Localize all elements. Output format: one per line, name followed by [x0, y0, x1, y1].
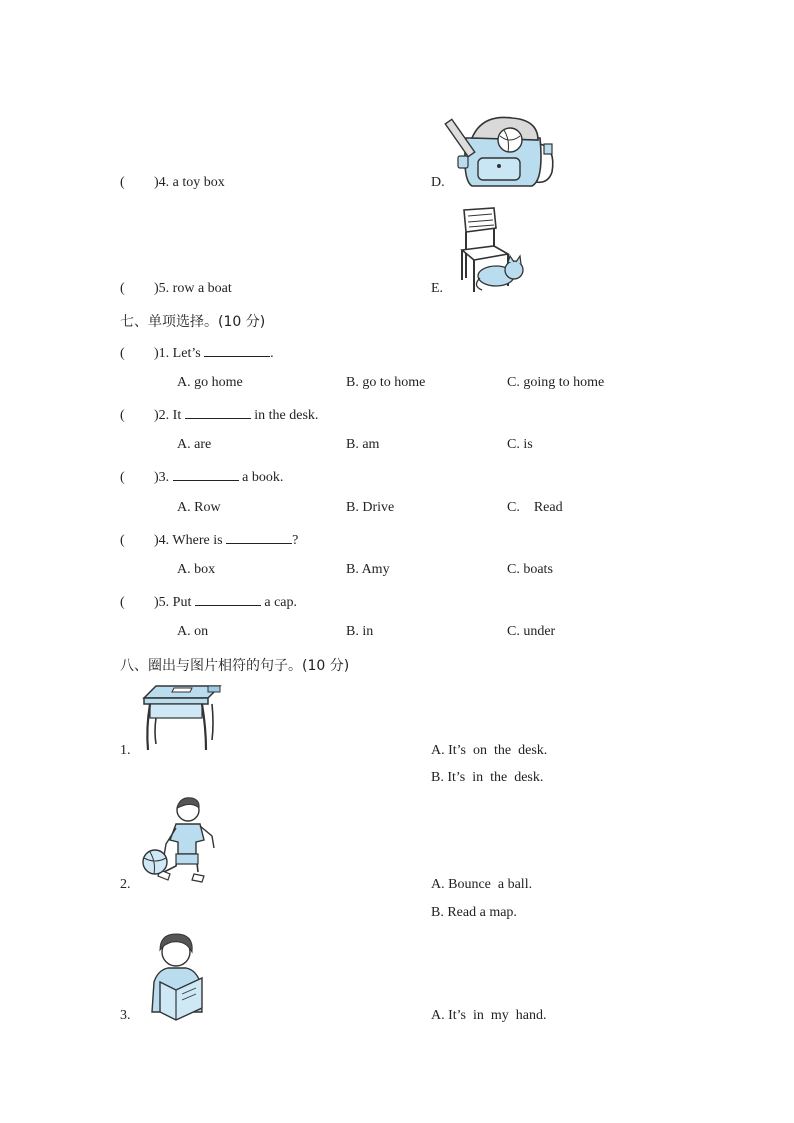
question-text-after: ?: [292, 533, 299, 548]
question-number: )5.: [154, 595, 170, 610]
option-c[interactable]: C. going to home: [507, 375, 605, 390]
question-2: [120, 406, 318, 424]
option-a[interactable]: A. Row: [177, 500, 221, 515]
fill-in-blank[interactable]: [204, 344, 270, 357]
item-number: 3.: [120, 1008, 131, 1023]
question-4: [120, 531, 298, 549]
item-number: 1.: [120, 743, 131, 758]
match-letter-e: E.: [431, 281, 444, 296]
question-number: )1.: [154, 346, 170, 361]
desk-with-book-icon: [142, 684, 222, 752]
match-item-4: [120, 175, 225, 191]
option-b[interactable]: B. in: [346, 624, 374, 639]
option-a[interactable]: A. Bounce a ball.: [431, 877, 533, 892]
answer-bracket[interactable]: (: [120, 175, 125, 190]
question-text-after: .: [270, 346, 274, 361]
item-number: )5.: [154, 281, 170, 296]
section-title: 七、单项选择。(10 分): [120, 314, 266, 330]
option-a[interactable]: A. are: [177, 437, 212, 452]
option-c[interactable]: C. Read: [507, 500, 563, 515]
option-c[interactable]: C. is: [507, 437, 533, 452]
fill-in-blank[interactable]: [185, 406, 251, 419]
option-a[interactable]: A. on: [177, 624, 209, 639]
fill-in-blank[interactable]: [195, 593, 261, 606]
item-number: 2.: [120, 877, 131, 892]
option-a[interactable]: A. go home: [177, 375, 243, 390]
option-b[interactable]: B. Read a map.: [431, 905, 517, 920]
answer-bracket[interactable]: (: [120, 595, 125, 610]
item-text: row a boat: [172, 281, 232, 296]
question-text-after: in the desk.: [254, 408, 319, 423]
question-number: )2.: [154, 408, 170, 423]
question-text-after: a cap.: [264, 595, 298, 610]
option-a[interactable]: A. It’s in my hand.: [431, 1008, 547, 1023]
fill-in-blank[interactable]: [226, 531, 292, 544]
answer-bracket[interactable]: (: [120, 470, 125, 485]
schoolbag-with-ball-icon: [452, 110, 556, 192]
item-number: )4.: [154, 175, 170, 190]
question-text-before: Put: [172, 595, 192, 610]
answer-bracket[interactable]: (: [120, 408, 125, 423]
boy-reading-book-icon: [146, 932, 208, 1024]
option-b[interactable]: B. It’s in the desk.: [431, 770, 544, 785]
question-text-before: Where is: [172, 533, 223, 548]
option-c[interactable]: C. boats: [507, 562, 553, 577]
match-item-5: [120, 281, 232, 297]
section-title: 八、圈出与图片相符的句子。(10 分): [120, 658, 350, 674]
question-1: [120, 344, 274, 362]
question-text-before: It: [172, 408, 182, 423]
answer-bracket[interactable]: (: [120, 346, 125, 361]
option-a[interactable]: A. box: [177, 562, 216, 577]
option-a[interactable]: A. It’s on the desk.: [431, 743, 548, 758]
option-c[interactable]: C. under: [507, 624, 556, 639]
option-b[interactable]: B. Drive: [346, 500, 395, 515]
question-5: [120, 593, 297, 611]
item-text: a toy box: [172, 175, 225, 190]
question-text-before: Let’s: [172, 346, 201, 361]
chair-with-cat-icon: [458, 206, 530, 296]
question-number: )3.: [154, 470, 170, 485]
answer-bracket[interactable]: (: [120, 533, 125, 548]
question-text-after: a book.: [242, 470, 284, 485]
question-3: [120, 468, 283, 486]
option-b[interactable]: B. go to home: [346, 375, 426, 390]
option-b[interactable]: B. Amy: [346, 562, 390, 577]
answer-bracket[interactable]: (: [120, 281, 125, 296]
match-letter-d: D.: [431, 175, 445, 190]
question-number: )4.: [154, 533, 170, 548]
fill-in-blank[interactable]: [173, 468, 239, 481]
boy-bouncing-ball-icon: [140, 796, 222, 886]
option-b[interactable]: B. am: [346, 437, 380, 452]
